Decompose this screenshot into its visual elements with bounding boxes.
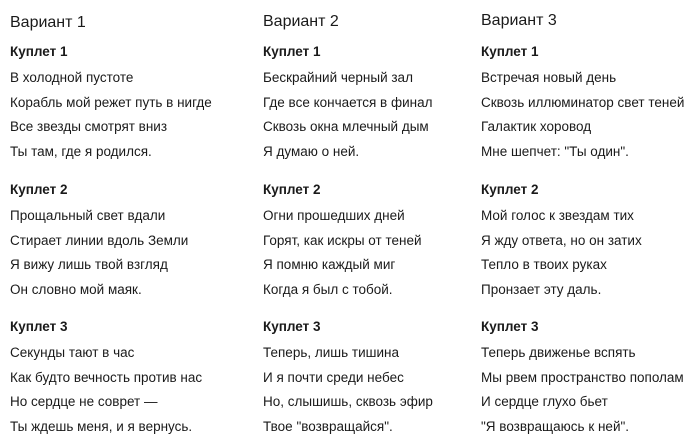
- verse-line: Теперь, лишь тишина: [263, 345, 399, 360]
- verse-lines: [263, 341, 433, 439]
- verse-line: Когда я был с тобой.: [263, 281, 393, 297]
- verse-line: И я почти среди небес: [263, 369, 404, 385]
- verse-line: Я помню каждый миг: [263, 257, 396, 273]
- verse-heading: Куплет 3: [481, 319, 539, 334]
- verse-line: Но, слышишь, сквозь эфир: [263, 394, 433, 410]
- verse-line: Ты ждешь меня, и я вернусь.: [10, 418, 193, 434]
- verse-line: Все звезды смотрят вниз: [10, 119, 168, 135]
- verse-line: Но сердце не соврет —: [10, 394, 158, 410]
- verse-lines: [481, 341, 684, 439]
- verse-line: Стирает линии вдоль Земли: [10, 232, 189, 248]
- verse-line: Твое "возвращайся".: [263, 418, 393, 434]
- verse-line: Теперь движенье вспять: [481, 345, 636, 360]
- verse-block: [10, 43, 212, 164]
- verse-line: Тепло в твоих руках: [481, 257, 607, 273]
- verse-line: Где все кончается в финал: [263, 94, 433, 110]
- verse-line: "Я возвращаюсь к ней".: [481, 418, 630, 434]
- verse-block: [481, 318, 684, 439]
- verse-lines: [10, 341, 202, 439]
- verse-line: Он словно мой маяк.: [10, 281, 142, 297]
- verse-lines: [481, 66, 684, 164]
- variant-title: Вариант 2: [263, 13, 339, 30]
- verse-line: Прощальный свет вдали: [10, 208, 166, 223]
- verse-heading: Куплет 1: [10, 44, 68, 59]
- verse-line: Встречая новый день: [481, 70, 617, 85]
- verse-lines: [10, 66, 212, 164]
- verse-line: Корабль мой режет путь в нигде: [10, 94, 212, 110]
- verse-lines: [263, 66, 432, 164]
- verse-heading: Куплет 2: [10, 182, 68, 197]
- verse-block: [263, 181, 422, 302]
- verse-line: Я жду ответа, но он затих: [481, 232, 642, 248]
- verse-block: [263, 318, 433, 439]
- verse-line: Мне шепчет: "Ты один".: [481, 143, 629, 159]
- verse-heading: Куплет 1: [263, 44, 321, 59]
- verse-line: Мой голос к звездам тих: [481, 208, 634, 223]
- verse-block: [10, 181, 188, 302]
- verse-line: И сердце глухо бьет: [481, 394, 608, 410]
- variant-title: Вариант 3: [481, 12, 557, 29]
- verse-block: [481, 43, 684, 164]
- verse-heading: Куплет 1: [481, 44, 539, 59]
- verse-line: Галактик хоровод: [481, 119, 592, 135]
- verse-heading: Куплет 3: [10, 319, 68, 334]
- verse-line: Бескрайний черный зал: [263, 70, 413, 85]
- verse-heading: Куплет 2: [263, 182, 321, 197]
- verse-line: Как будто вечность против нас: [10, 369, 203, 385]
- verse-line: Секунды тают в час: [10, 345, 135, 360]
- verse-block: [263, 43, 432, 164]
- verse-block: [481, 181, 642, 302]
- verse-lines: [263, 204, 422, 302]
- verse-block: [10, 318, 202, 439]
- verse-line: Ты там, где я родился.: [10, 143, 152, 159]
- verse-lines: [10, 204, 188, 302]
- verse-line: Сквозь окна млечный дым: [263, 119, 429, 135]
- verse-line: Сквозь иллюминатор свет теней: [481, 94, 685, 110]
- verse-line: Огни прошедших дней: [263, 208, 405, 223]
- verse-line: Я думаю о ней.: [263, 143, 360, 159]
- verse-line: В холодной пустоте: [10, 70, 134, 85]
- verse-heading: Куплет 3: [263, 319, 321, 334]
- variant-title: Вариант 1: [10, 14, 86, 31]
- verse-lines: [481, 204, 642, 302]
- verse-heading: Куплет 2: [481, 182, 539, 197]
- verse-line: Пронзает эту даль.: [481, 281, 602, 297]
- verse-line: Я вижу лишь твой взгляд: [10, 257, 168, 273]
- verse-line: Мы рвем пространство пополам: [481, 369, 684, 385]
- verse-line: Горят, как искры от теней: [263, 232, 422, 248]
